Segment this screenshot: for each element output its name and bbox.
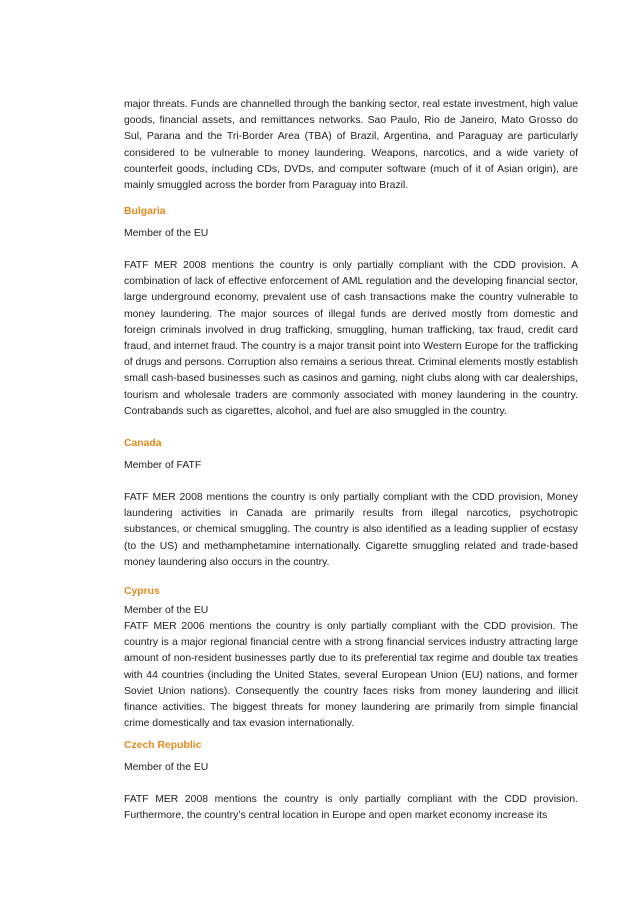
section-bulgaria-body [124,258,578,420]
section-heading: Canada [124,438,162,449]
intro-block [124,97,578,194]
section-paragraph: FATF MER 2008 mentions the country is only partially compliant with the CDD provision. A combination of lack of effective enforcement of AML regulation and the developing financial sector, large underground economy, prevalent use of cash transactions make the country vulnerable to money laundering. The major sources of illegal funds are derived mostly from domestic and foreign criminals involved in drug trafficking, smuggling, human trafficking, tax fraud, credit card fraud, and internet fraud. The country is a major transit point into Western Europe for the trafficking of drugs and persons. Corruption also remains a serious threat. Criminal elements mostly establish small cash-based businesses such as casinos and gaming, night clubs along with car dealerships, tourism and wholesale traders are commonly associated with money laundering in the country. Contrabands such as cigarettes, alcohol, and fuel are also smuggled in the country. [124,260,578,417]
section-heading: Czech Republic [124,740,202,751]
intro-paragraph: major threats. Funds are channelled through the banking sector, real estate investment, high value goods, financial assets, and remittances networks. Sao Paulo, Rio de Janeiro, Mato Grosso do Sul, Parana and the Tri-Border Area (TBA) of Brazil, Argentina, and Paraguay are particularly considered to be vulnerable to money laundering. Weapons, narcotics, and a wide variety of counterfeit goods, including CDs, DVDs, and computer software (much of it of Asian origin), are mainly smuggled across the border from Paraguay into Brazil. [124,99,578,192]
membership-line: Member of the EU [124,762,209,774]
section-bulgaria-header [124,204,578,242]
section-paragraph: FATF MER 2008 mentions the country is only partially compliant with the CDD provision, Money laundering activities in Canada are primarily results from illegal narcotics, psychotropic substances, or chemical smuggling. The country is also identified as a leading supplier of ecstasy (to the US) and methamphetamine internationally. Cigarette smuggling related and trade-based money laundering also occurs in the country. [124,492,578,568]
section-canada-body [124,490,578,571]
section-heading: Bulgaria [124,206,166,217]
section-cyprus-body [124,619,578,732]
section-paragraph: FATF MER 2006 mentions the country is only partially compliant with the CDD provision. The country is a major regional financial centre with a strong financial services industry attracting large amount of non-resident businesses partly due to its preferential tax regime and double tax treaties with 44 countries (including the United States, several European Union (EU) nations, and former Soviet Union nations). Consequently the country faces risks from money laundering and illicit finance activities. The biggest threats for money laundering are primarily from simple financial crime domestically and tax evasion internationally. [124,621,578,730]
section-paragraph: FATF MER 2008 mentions the country is only partially compliant with the CDD provision. Furthermore, the country’s central location in Europe and open market economy increase its [124,794,578,822]
section-czech-republic-header [124,738,578,776]
section-cyprus-header [124,584,578,619]
membership-line: Member of FATF [124,460,202,472]
membership-line: Member of the EU [124,228,209,240]
section-heading: Cyprus [124,586,160,597]
section-czech-republic-body [124,792,578,824]
membership-line: Member of the EU [124,605,209,617]
section-canada-header [124,436,578,474]
